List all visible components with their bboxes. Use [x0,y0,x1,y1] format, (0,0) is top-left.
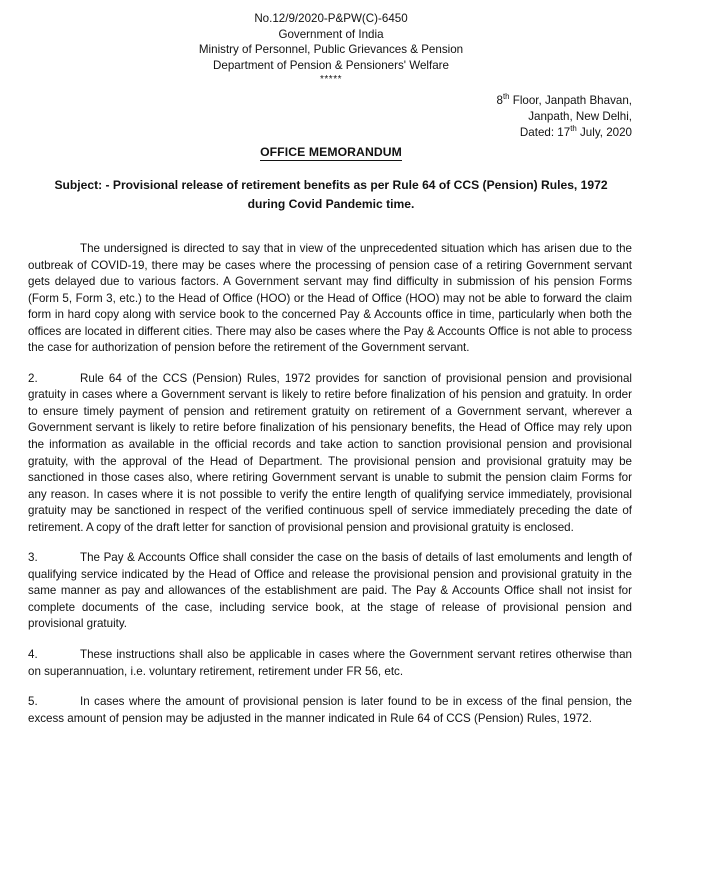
letterhead-block [0,11,662,86]
address-line-city: Janpath, New Delhi, [528,110,632,124]
address-floor-ordinal: th [502,92,510,102]
government-name: Government of India [278,27,384,41]
address-floor-number: 8 [496,94,503,107]
department-name: Department of Pension & Pensioners' Welfare [213,58,449,72]
paragraph-3-number: 3. [28,551,38,565]
paragraph-4-text: These instructions shall also be applicable in cases where the Government servant retires otherwise than on superannuation, i.e. voluntary retirement, retirement under FR 56, etc. [28,648,632,678]
paragraph-2-text: Rule 64 of the CCS (Pension) Rules, 1972 provides for sanction of provisional pension and provisional gratuity in cases where a Government servant is likely to retire before finalization of his pension and gratuity. In order to ensure timely payment of pension and retirement gratuity on retirement of a Government servant, wherever a Government servant is likely to retire before finalization of his pensionary benefits, the Head of Office may rely upon the information as available in the official records and take action to sanction provisional pension and provisional gratuity, with the approval of the Head of Department. The provisional pension and provisional gratuity may be sanctioned in those cases also, where retiring Government servant is unable to submit the pension claim Forms for any reason. In cases where it is not possible to verify the entire length of qualifying service immediately, provisional gratuity may be sanctioned in respect of the verified continuous spell of service immediately preceding the date of retirement. A copy of the draft letter for sanction of provisional pension and provisional gratuity is enclosed. [28,371,632,534]
paragraph-5-number: 5. [28,695,38,709]
subject-line: Subject: - Provisional release of retirement benefits as per Rule 64 of CCS (Pension) Rules, 1972 during Covid Pandemic time. [54,178,608,211]
paragraph-4-number: 4. [28,648,38,662]
reference-number: No.12/9/2020-P&PW(C)-6450 [254,12,408,25]
address-line-floor [497,93,633,109]
date-ordinal: th [570,124,577,134]
office-memorandum-title: OFFICE MEMORANDUM [260,145,402,159]
paragraph-5-text: In cases where the amount of provisional pension is later found to be in excess of the final pension, the excess amount of pension may be adjusted in the manner indicated in Rule 64 of CCS (Pension) Rules, 1972. [28,695,632,725]
paragraph-3-text: The Pay & Accounts Office shall consider the case on the basis of details of last emoluments and length of qualifying service indicated by the Head of Office and release the provisional pension and provisional gratuity in the same manner as pay and allowances of the establishment are paid. The Pay & Accounts Office shall not insist for complete documents of the case, including service book, at the stage of release of provisional pension and provisional gratuity. [28,551,632,631]
ministry-name: Ministry of Personnel, Public Grievances & Pension [198,43,464,57]
paragraph-3 [28,550,632,633]
paragraph-5 [28,694,632,727]
address-floor-rest: Floor, Janpath Bhavan, [509,94,632,107]
paragraph-2 [28,371,632,536]
separator-asterisks: ***** [320,74,342,86]
paragraph-1 [28,241,632,357]
paragraph-1-text: The undersigned is directed to say that in view of the unprecedented situation which has arisen due to the outbreak of COVID-19, there may be cases where the processing of pension case of a retiring Government servant gets delayed due to various factors. A Government servant may find difficulty in submission of his pension Forms (Form 5, Form 3, etc.) to the Head of Office (HOO) or the Head of Office (HOO) may not be able to forward the claim form in hard copy along with service book to the concerned Pay & Accounts office in time, particularly when both the offices are located in different cities. There may also be cases where the Pay & Accounts Office is not able to process the case for authorization of pension before the retirement of the Government servant. [28,242,632,355]
date-prefix: Dated: 17 [519,126,571,140]
date-rest: July, 2020 [576,126,632,140]
address-line-date [497,125,633,141]
paragraph-2-number: 2. [28,371,38,385]
paragraph-4 [28,647,632,680]
document-body [28,241,632,727]
title-wrapper [0,143,662,161]
address-block [497,93,633,142]
